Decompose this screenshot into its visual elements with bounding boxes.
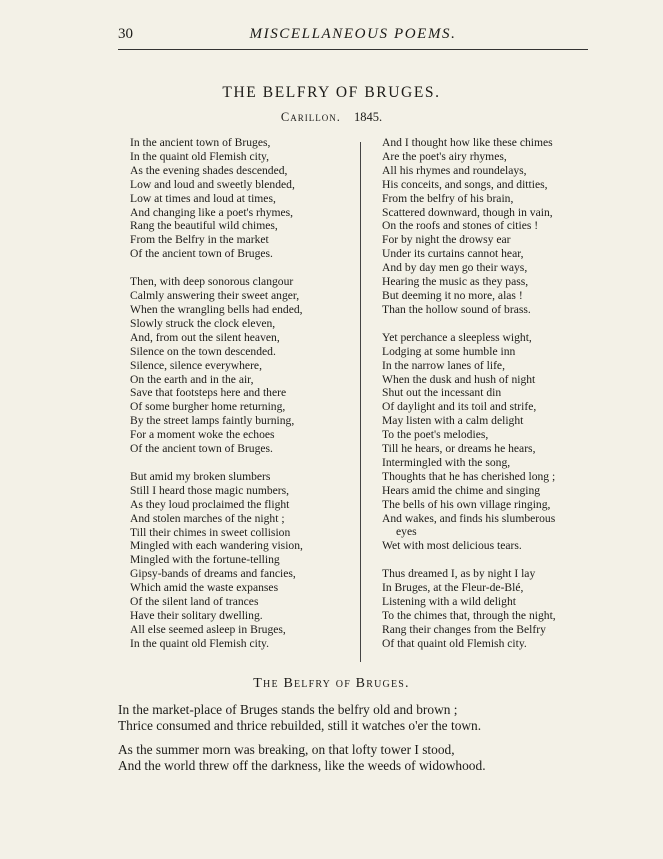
page-number: 30	[118, 26, 133, 42]
verse-line: Mingled with each wandering vision,	[130, 539, 303, 553]
verse-line: Save that footsteps here and there	[130, 386, 287, 400]
verse-line: Of some burgher home returning,	[130, 400, 286, 414]
verse-line: All else seemed asleep in Bruges,	[130, 622, 286, 636]
verse-line: And stolen marches of the night ;	[130, 511, 285, 525]
verse-line: By the street lamps faintly burning,	[130, 414, 295, 428]
verse-line: Of the ancient town of Bruges.	[130, 247, 273, 261]
stanza-break	[382, 317, 592, 331]
verse-line: Thoughts that he has cherished long ;	[382, 469, 556, 483]
verse-line: In Bruges, at the Fleur-de-Blé,	[382, 581, 524, 595]
verse-line: On the roofs and stones of cities !	[382, 219, 539, 233]
verse-line: From the belfry of his brain,	[382, 191, 514, 205]
verse-line: As the summer morn was breaking, on that lofty tower I stood,	[118, 742, 455, 757]
verse-line: Silence, silence everywhere,	[130, 358, 262, 372]
verse-line: Which amid the waste expanses	[130, 581, 279, 595]
verse-line: Till their chimes in sweet collision	[130, 525, 291, 539]
verse-line: Thrice consumed and thrice rebuilded, still it watches o'er the town.	[118, 717, 482, 733]
verse-line: Of the ancient town of Bruges.	[130, 442, 273, 456]
stanza-break	[130, 456, 350, 470]
verse-line: And changing like a poet's rhymes,	[130, 205, 294, 219]
second-poem-title-text: The Belfry of Bruges.	[253, 676, 410, 691]
verse-line: But deeming it no more, alas !	[382, 288, 523, 302]
second-poem-title	[0, 676, 663, 692]
column-divider	[360, 142, 361, 662]
verse-line: Mingled with the fortune-telling	[130, 553, 280, 567]
second-poem-body	[118, 702, 598, 773]
running-head: MISCELLANEOUS POEMS.	[249, 26, 457, 42]
verse-line: All his rhymes and roundelays,	[382, 163, 527, 177]
verse-line: On the earth and in the air,	[130, 372, 254, 386]
verse-line: Yet perchance a sleepless wight,	[382, 330, 532, 344]
verse-line: Under its curtains cannot hear,	[382, 247, 524, 261]
verse-line: Of that quaint old Flemish city.	[382, 636, 527, 650]
poem-title: THE BELFRY OF BRUGES.	[222, 84, 441, 101]
verse-line: Intermingled with the song,	[382, 455, 511, 469]
verse-line: Rang the beautiful wild chimes,	[130, 219, 278, 233]
verse-line: For by night the drowsy ear	[382, 233, 511, 247]
verse-line: Scattered downward, though in vain,	[382, 205, 553, 219]
verse-line: When the dusk and hush of night	[382, 372, 536, 386]
verse-line: In the ancient town of Bruges,	[130, 136, 271, 149]
verse-line: Hearing the music as they pass,	[382, 275, 529, 289]
verse-line: His conceits, and songs, and ditties,	[382, 177, 548, 191]
verse-line: In the market-place of Bruges stands the belfry old and brown ;	[118, 702, 458, 717]
verse-line: And, from out the silent heaven,	[130, 330, 280, 344]
stanza-break	[130, 261, 350, 275]
verse-line: Slowly struck the clock eleven,	[130, 316, 276, 330]
verse-line: As they loud proclaimed the flight	[130, 497, 290, 511]
verse-line: Of daylight and its toil and strife,	[382, 400, 537, 414]
stanza-break	[382, 553, 592, 567]
verse-line: In the quaint old Flemish city.	[130, 636, 270, 650]
subtitle-year: 1845.	[353, 110, 383, 124]
verse-line: Rang their changes from the Belfry	[382, 622, 546, 636]
verse-line: Low and loud and sweetly blended,	[130, 177, 295, 191]
verse-line: Of the silent land of trances	[130, 595, 259, 609]
verse-line: Hears amid the chime and singing	[382, 483, 541, 497]
verse-line: Listening with a wild delight	[382, 595, 516, 609]
poem-left-column	[130, 136, 350, 651]
header-rule	[118, 49, 588, 50]
verse-line: Gipsy-bands of dreams and fancies,	[130, 567, 296, 581]
verse-line: Have their solitary dwelling.	[130, 609, 263, 622]
verse-line: Than the hollow sound of brass.	[382, 302, 531, 316]
verse-line: Thus dreamed I, as by night I lay	[382, 567, 536, 581]
verse-line: For a moment woke the echoes	[130, 428, 275, 442]
verse-line: To the poet's melodies,	[382, 428, 489, 442]
verse-line: Still I heard those magic numbers,	[130, 483, 290, 497]
verse-line: In the quaint old Flemish city,	[130, 149, 270, 163]
verse-line: And wakes, and finds his slumberous	[382, 511, 556, 525]
stanza-break	[118, 733, 598, 742]
verse-line: Shut out the incessant din	[382, 386, 502, 400]
verse-line: From the Belfry in the market	[130, 233, 269, 247]
verse-line: Calmly answering their sweet anger,	[130, 289, 300, 303]
verse-line: As the evening shades descended,	[130, 163, 288, 177]
verse-line: The bells of his own village ringing,	[382, 497, 551, 511]
verse-line: Then, with deep sonorous clangour	[130, 275, 294, 289]
verse-line: When the wrangling bells had ended,	[130, 302, 303, 316]
verse-line: May listen with a calm delight	[382, 414, 524, 428]
poem-subtitle	[0, 110, 663, 125]
subtitle-label: Carillon.	[280, 110, 341, 124]
verse-line: Silence on the town descended.	[130, 344, 276, 358]
verse-line: And I thought how like these chimes	[382, 136, 553, 149]
verse-line: Are the poet's airy rhymes,	[382, 149, 507, 163]
verse-line: Wet with most delicious tears.	[382, 539, 522, 553]
verse-line: Lodging at some humble inn	[382, 344, 516, 358]
verse-line: And the world threw off the darkness, like the weeds of widowhood.	[118, 757, 486, 773]
page-header	[118, 24, 588, 50]
verse-line: And by day men go their ways,	[382, 261, 528, 275]
poem-right-column	[382, 136, 592, 651]
verse-line: Low at times and loud at times,	[130, 191, 276, 205]
verse-line: To the chimes that, through the night,	[382, 609, 556, 622]
verse-line: In the narrow lanes of life,	[382, 358, 505, 372]
verse-line: But amid my broken slumbers	[130, 469, 271, 483]
verse-line: eyes	[396, 525, 417, 539]
verse-line: Till he hears, or dreams he hears,	[382, 442, 536, 456]
